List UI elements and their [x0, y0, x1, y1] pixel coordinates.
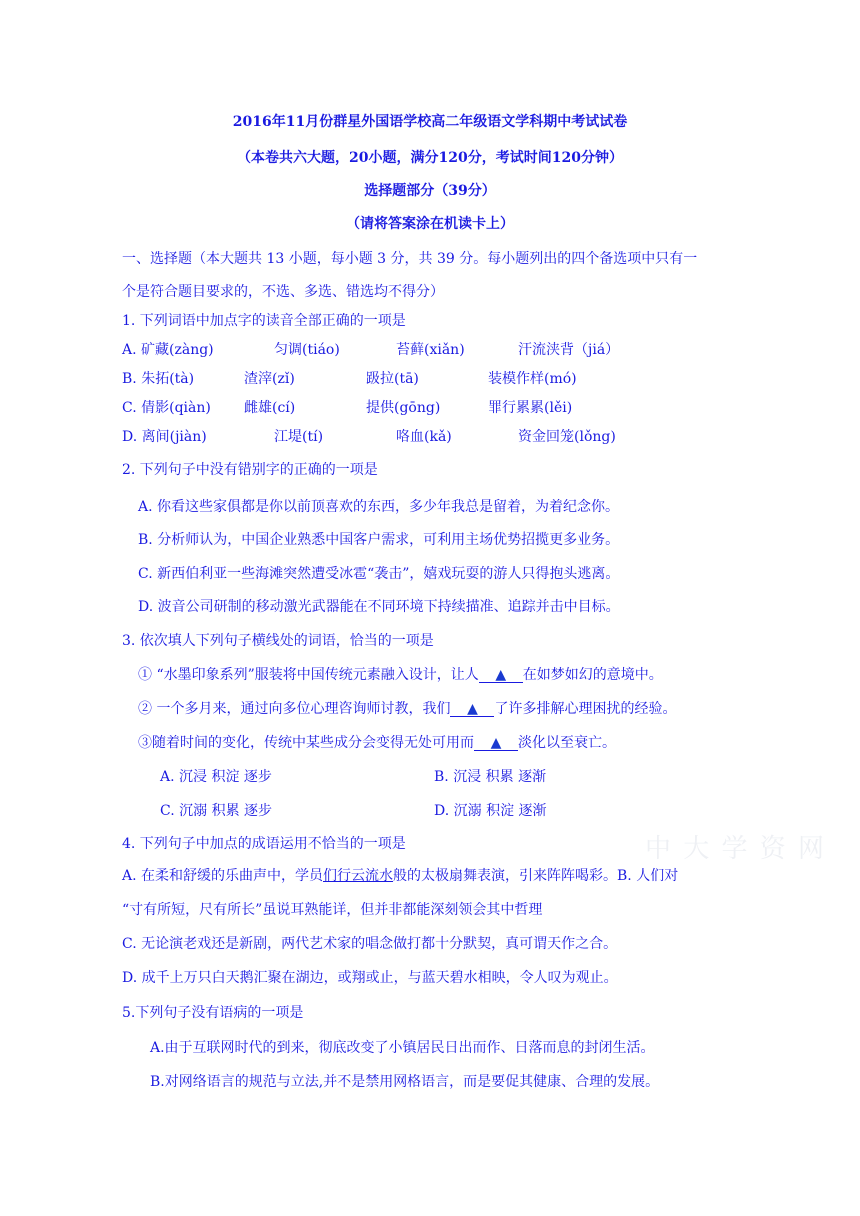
- q4-stem: 4. 下列句子中加点的成语运用不恰当的一项是: [122, 836, 406, 852]
- q3-s2-after: 了许多排解心理困扰的经验。: [494, 701, 677, 717]
- blank-triangle-icon: ▲: [450, 702, 494, 717]
- q1-b-3: 趿拉(tā): [366, 371, 419, 387]
- q4-option-b: “寸有所短，尺有所长”虽说耳熟能详，但并非都能深刻领会其中哲理: [122, 902, 543, 918]
- q1-b-2: 渣滓(zǐ): [244, 371, 295, 387]
- part1-intro-line1: 一、选择题（本大题共 13 小题，每小题 3 分，共 39 分。每小题列出的四个备选项中只有一: [122, 251, 698, 267]
- q1-d-2: 江堤(tí): [274, 429, 324, 445]
- q3-sentence-3: [138, 734, 616, 752]
- q4-a-idiom: 们行云流水: [323, 868, 394, 884]
- q2-option-d: D. 波音公司研制的移动激光武器能在不同环境下持续描准、追踪并击中目标。: [138, 599, 620, 615]
- q3-sentence-1: [138, 666, 663, 684]
- q3-s3-after: 淡化以至衰亡。: [518, 735, 616, 751]
- q1-d-1: D. 离间(jiàn): [122, 429, 207, 445]
- q5-stem: 5.下列句子没有语病的一项是: [122, 1005, 304, 1021]
- q1-d-4: 资金回笼(lǒng): [518, 429, 616, 445]
- q2-option-c: C. 新西伯利亚一些海滩突然遭受冰雹“袭击”，嬉戏玩耍的游人只得抱头逃离。: [138, 566, 620, 582]
- exam-title: 2016年11月份群星外国语学校高二年级语文学科期中考试试卷: [232, 114, 628, 130]
- q1-stem: 1. 下列词语中加点字的读音全部正确的一项是: [122, 313, 406, 329]
- q3-option-c: C. 沉溺 积累 逐步: [160, 803, 273, 819]
- q1-a-1: A. 矿藏(zàng): [122, 342, 214, 358]
- blank-triangle-icon: ▲: [474, 736, 518, 751]
- q2-option-a: A. 你看这些家俱都是你以前顶喜欢的东西，多少年我总是留着，为着纪念你。: [138, 499, 620, 515]
- q3-s1-before: ① “水墨印象系列”服装将中国传统元素融入设计，让人: [138, 667, 479, 683]
- q3-s2-before: ② 一个多月来，通过向多位心理咨询师讨教，我们: [138, 701, 451, 717]
- q4-option-d: D. 成千上万只白天鹅汇聚在湖边，或翔或止，与蓝天碧水相映，令人叹为观止。: [122, 970, 618, 986]
- q3-s1-after: 在如梦如幻的意境中。: [522, 667, 663, 683]
- q1-a-3: 苔藓(xiǎn): [396, 342, 465, 358]
- q3-option-a: A. 沉浸 积淀 逐步: [160, 769, 272, 785]
- q3-option-d: D. 沉溺 积淀 逐渐: [434, 803, 547, 819]
- q4-option-c: C. 无论演老戏还是新剧，两代艺术家的唱念做打都十分默契，真可谓天作之合。: [122, 936, 618, 952]
- q5-option-a: A.由于互联网时代的到来，彻底改变了小镇居民日出而作、日落而息的封闭生活。: [150, 1040, 655, 1056]
- q3-stem: 3. 依次填人下列句子横线处的词语，恰当的一项是: [122, 633, 434, 649]
- q2-stem: 2. 下列句子中没有错别字的正确的一项是: [122, 462, 378, 478]
- q1-b-4: 装模作样(mó): [488, 371, 577, 387]
- part1-intro-line2: 个是符合题目要求的，不选、多选、错选均不得分）: [122, 284, 444, 300]
- q1-c-1: C. 倩影(qiàn): [122, 400, 211, 416]
- q1-c-4: 罪行累累(lěi): [488, 400, 573, 416]
- q3-option-b: B. 沉浸 积累 逐渐: [434, 769, 547, 785]
- q1-c-3: 提供(gōng): [366, 400, 441, 416]
- answer-note: （请将答案涂在机读卡上）: [346, 216, 514, 232]
- q4-option-a: [122, 867, 678, 885]
- watermark: 中 大 学 资 网: [645, 834, 827, 864]
- q3-sentence-2: [138, 700, 676, 718]
- q1-c-2: 雌雄(cí): [244, 400, 296, 416]
- q4-a-before: A. 在柔和舒缓的乐曲声中，学员: [122, 868, 324, 884]
- q1-b-1: B. 朱拓(tà): [122, 371, 195, 387]
- q2-option-b: B. 分析师认为，中国企业熟悉中国客户需求，可利用主场优势招揽更多业务。: [138, 532, 620, 548]
- blank-triangle-icon: ▲: [479, 668, 523, 683]
- q3-s3-before: ③随着时间的变化，传统中某些成分会变得无处可用而: [138, 735, 474, 751]
- q4-a-after: 般的太极扇舞表演，引来阵阵喝彩。B. 人们对: [393, 868, 679, 884]
- q1-a-4: 汗流浃背（jiá）: [518, 342, 620, 358]
- q1-d-3: 咯血(kǎ): [396, 429, 452, 445]
- q1-a-2: 匀调(tiáo): [274, 342, 340, 358]
- section-heading: 选择题部分（39分）: [364, 183, 496, 199]
- q5-option-b: B.对网络语言的规范与立法,并不是禁用网格语言，而是要促其健康、合理的发展。: [150, 1074, 660, 1090]
- exam-subtitle: （本卷共六大题，20小题，满分120分，考试时间120分钟）: [237, 150, 623, 166]
